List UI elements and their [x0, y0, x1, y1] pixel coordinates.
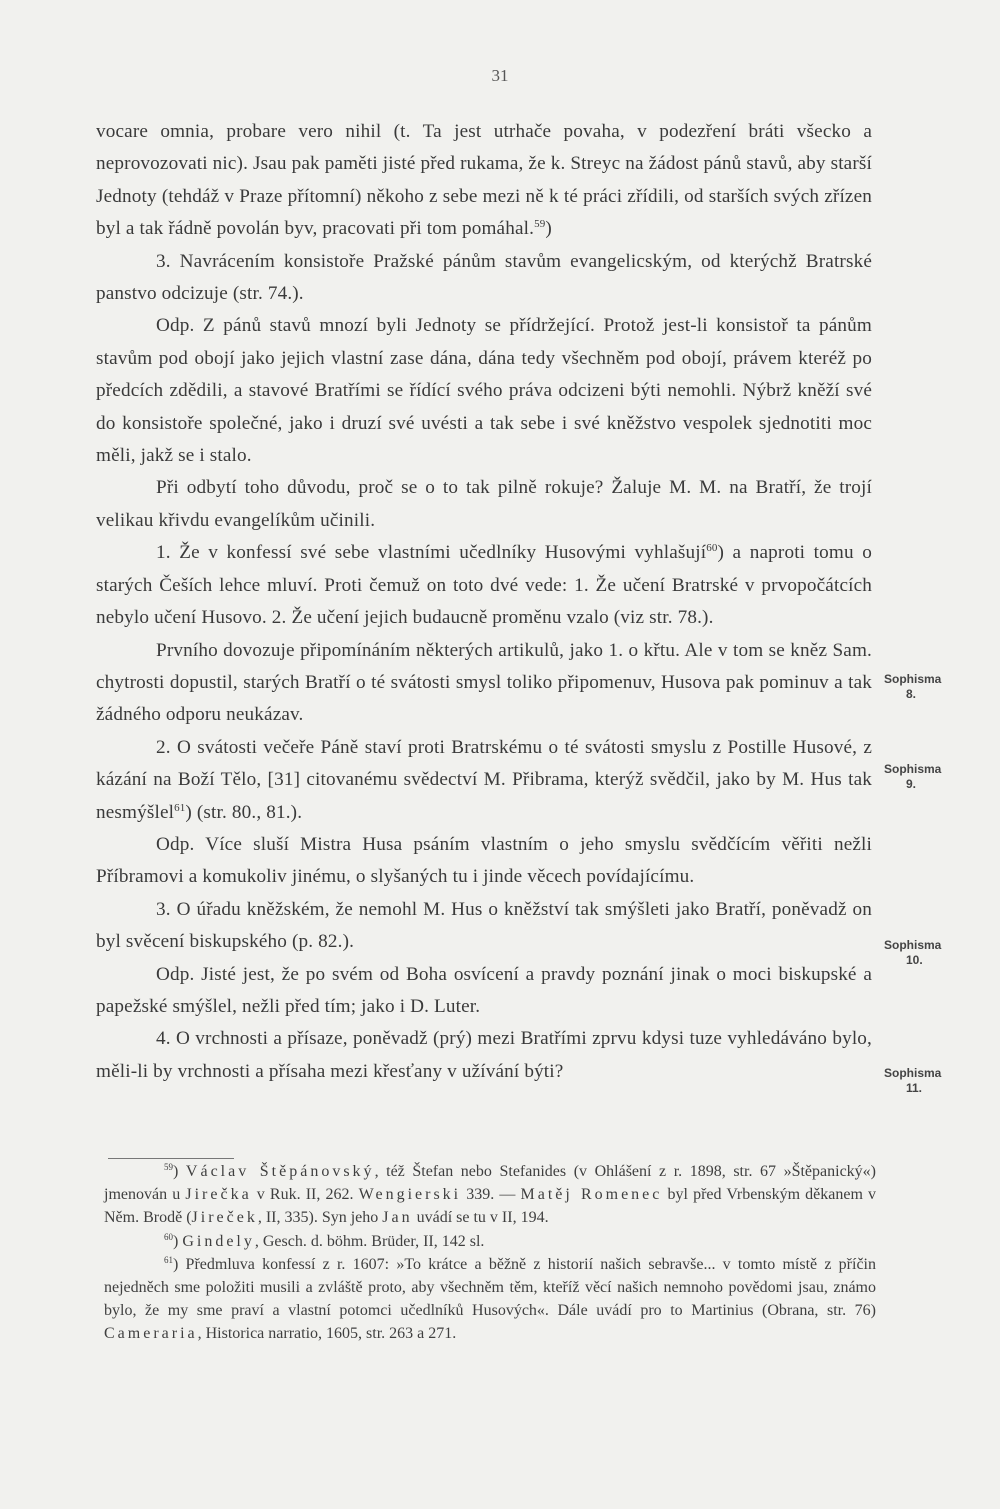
- paragraph: Prvního dovozuje připomínáním některých artikulů, jako 1. o křtu. Ale v tom se kněz Sam. chytrosti dopustil, starých Bratří o té svátosti smysl toliko připomenuv, Husova pak pominuv a tak žádného odporu neukázav.: [96, 639, 872, 726]
- paragraph: 1. Že v konfessí své sebe vlastními učedlníky Husovými vyhlašují$^{60}$) a naproti tomu o starých Češích lehce mluví. Proti čemuž on toto dvé vede: 1. Že učení Bratrské v prvopočátcích nebylo učení Husovo. 2. Že učení jejich budaucně proměnu vzalo (viz str. 78.).: [96, 542, 872, 629]
- paragraph: 3. O úřadu kněžském, že nemohl M. Hus o kněžství tak smýšleti jako Bratří, poněvadž on byl svěcení biskupského (p. 82.).: [96, 898, 872, 953]
- margin-note-sophisma-10: [884, 938, 960, 968]
- paragraph: Při odbytí toho důvodu, proč se o to tak pilně rokuje? Žaluje M. M. na Bratří, že trojí velikau křivdu evangelíkům učinili.: [96, 477, 872, 531]
- paragraph: 4. O vrchnosti a přísaze, poněvadž (prý) mezi Bratřími zprvu kdysi tuze vyhledáváno bylo, měli-li by vrchnosti a přísaha mezi křesťany v užívání býti?: [96, 1028, 872, 1082]
- body-text: [96, 116, 872, 1088]
- paragraph: 3. Navrácením konsistoře Pražské pánům stavům evangelicským, od kterýchž Bratrské panstvo odcizuje (str. 74.).: [96, 250, 872, 305]
- paragraph: Odp. Více sluší Mistra Husa psáním vlastním o jeho smyslu svědčícím věřiti nežli Příbramovi a komukoliv jinému, o slyšaných tu i jinde věcech povídajícímu.: [96, 833, 872, 888]
- footnotes: [104, 1160, 876, 1346]
- margin-note-label: Sophisma: [884, 938, 942, 952]
- footnote-60: $^{60}$) Gindely, Gesch. d. böhm. Brüder, II, 142 sl.: [164, 1231, 485, 1250]
- margin-note-label: Sophisma: [884, 762, 942, 776]
- margin-note-number: 10.: [906, 953, 923, 967]
- footnote-59: $^{59}$) Václav Štěpánovský, též Štefan nebo Stefanides (v Ohlášení z r. 1898, str. 67 »Štěpanický«) jmenován u Jirečka v Ruk. II, 262. Wengierski 339. — Matěj Romenec byl před Vrbenským děkanem v Něm. Brodě (Jireček, II, 335). Syn jeho Jan uvádí se tu v II, 194.: [104, 1162, 877, 1227]
- margin-note-label: Sophisma: [884, 1066, 942, 1080]
- footnote-61: $^{61}$) Předmluva konfessí z r. 1607: »To krátce a běžně z historií našich sebravše... v tomto místě z příčin nejedněch sme položiti musili a zvláště proto, aby všechněm těm, kteříž věcí našich nemnoho povědomi jsau, známo bylo, že my sme praví a vlastní potomci učedlníků Husových«. Dále uvádí pro to Martinius (Obrana, str. 76) Cameraria, Historica narratio, 1605, str. 263 a 271.: [104, 1254, 876, 1343]
- margin-note-sophisma-11: [884, 1066, 960, 1096]
- paragraph: 2. O svátosti večeře Páně staví proti Bratrskému o té svátosti smyslu z Postille Husové, z kázání na Boží Tělo, [31] citovanému svědectví M. Přibrama, kterýž svědčil, jako by M. Hus tak nesmýšlel$^{61}$) (str. 80., 81.).: [96, 736, 872, 823]
- margin-note-sophisma-8: [884, 672, 960, 702]
- margin-note-label: Sophisma: [884, 672, 942, 686]
- margin-note-number: 11.: [906, 1081, 923, 1095]
- margin-note-sophisma-9: [884, 762, 960, 792]
- margin-note-number: 9.: [906, 777, 917, 791]
- paragraph: Odp. Jisté jest, že po svém od Boha osvícení a pravdy poznání jinak o moci biskupské a papežské smýšlel, nežli před tím; jako i D. Luter.: [96, 963, 872, 1017]
- margin-note-number: 8.: [906, 687, 917, 701]
- paragraph: vocare omnia, probare vero nihil (t. Ta jest utrhače povaha, v podezření bráti všecko a neprovozovati nic). Jsau pak paměti jisté před rukama, že k. Streyc na žádost pánů stavů, aby starší Jednoty (tehdáž v Praze přítomní) někoho z sebe mezi ně k té práci zřídili, od starších svých zřízen byl a tak řádně povolán byv, pracovati při tom pomáhal.$^{59}$): [96, 121, 872, 240]
- paragraph: Odp. Z pánů stavů mnozí byli Jednoty se přídržející. Protož jest-li konsistoř ta pánům stavům pod obojí jako jejich vlastní zase dána, dána tedy všechněm pod obojí, právem kteréž po předcích zdědili, a stavové Bratřími se řídící svého práva odcizeni býti nemohli. Nýbrž kněží své do konsistoře společné, jako i druzí své uvésti a tak sebe i své kněžstvo vespolek sjednotiti moc měli, jakž se i stalo.: [96, 315, 872, 467]
- footnote-separator: [108, 1158, 234, 1159]
- page-number: 31: [491, 66, 509, 85]
